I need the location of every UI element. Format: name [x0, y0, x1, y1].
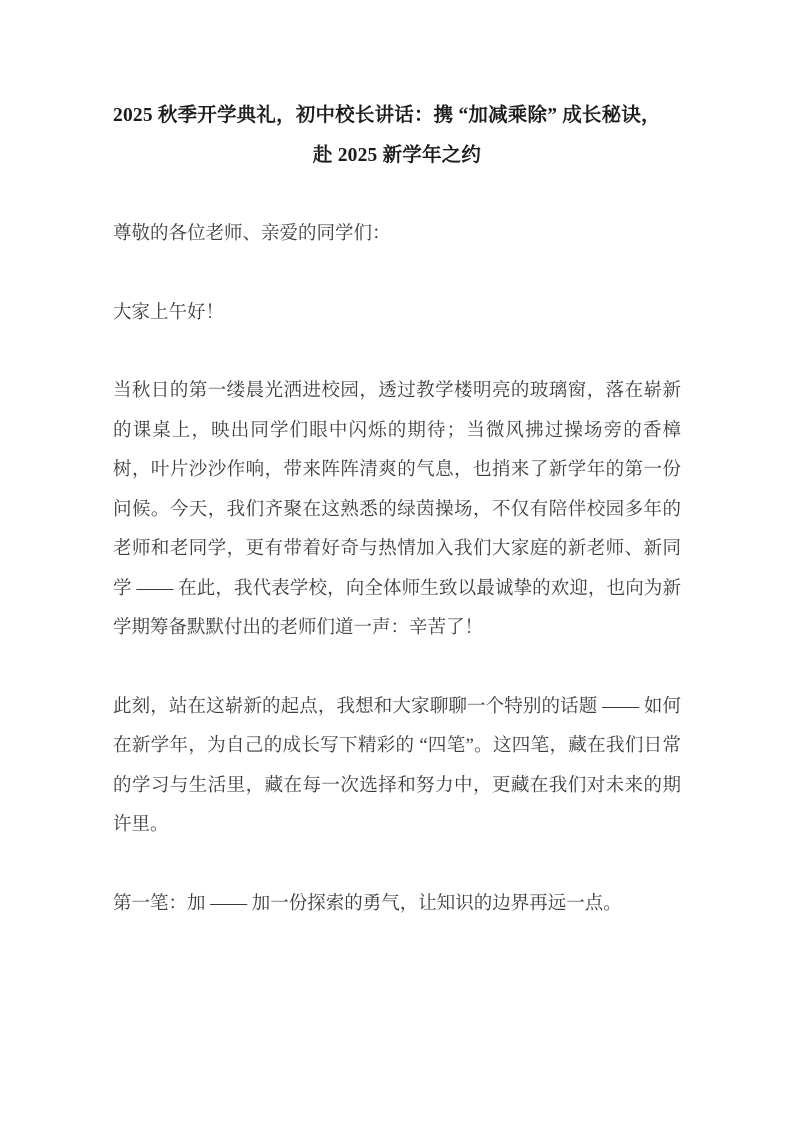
paragraph-salutation: 尊敬的各位老师、亲爱的同学们： [113, 224, 391, 244]
paragraph-spacer-4 [113, 846, 681, 885]
paragraph-stroke-one: 第一笔：加 —— 加一份探索的勇气，让知识的边界再远一点。 [113, 893, 622, 914]
paragraph-spacer-2 [113, 333, 681, 372]
document-body [113, 96, 681, 924]
paragraph-spacer-1 [113, 255, 681, 294]
paragraph-opening-scene: 当秋日的第一缕晨光洒进校园，透过教学楼明亮的玻璃窗，落在崭新的课桌上，映出同学们眼中闪烁的期待；当微风拂过操场旁的香樟树，叶片沙沙作响，带来阵阵清爽的气息，也捎来了新学年的第一份问候。今天，我们齐聚在这熟悉的绿茵操场，不仅有陪伴校园多年的老师和老同学，更有带着好奇与热情加入我们大家庭的新老师、新同学 —— 在此，我代表学校，向全体师生致以最诚挚的欢迎，也向为新学期筹备默默付出的老师们道一声：辛苦了！ [113, 381, 681, 638]
page-title-line-1: 2025 秋季开学典礼，初中校长讲话：携 “加减乘除” 成长秘诀， [113, 105, 661, 126]
paragraph-greeting: 大家上午好！ [113, 302, 225, 323]
paragraph-spacer-3 [113, 649, 681, 688]
page-title [113, 96, 681, 176]
paragraph-theme-intro: 此刻，站在这崭新的起点，我想和大家聊聊一个特别的话题 —— 如何在新学年，为自己的成长写下精彩的 “四笔”。这四笔，藏在我们日常的学习与生活里，藏在每一次选择和努力中，更藏在我们对未来的期许里。 [113, 696, 681, 835]
title-body-spacer [113, 176, 681, 215]
page-title-line-2: 赴 2025 新学年之约 [312, 145, 482, 166]
